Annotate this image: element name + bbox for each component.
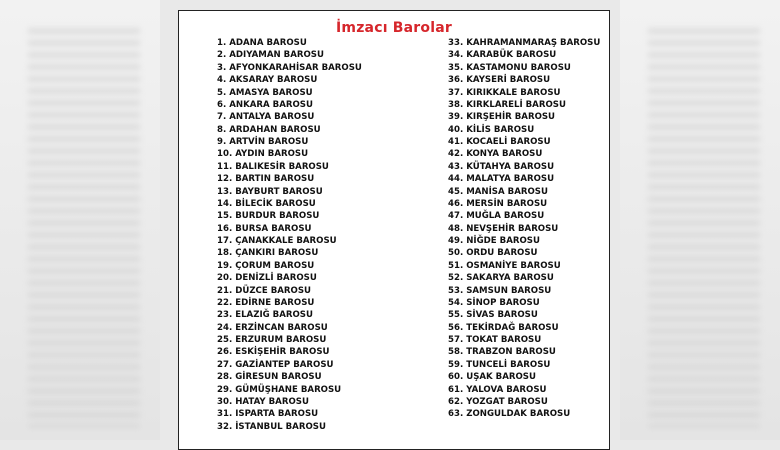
list-item: 36. KAYSERİ BAROSU	[448, 75, 551, 86]
list-item: 32. İSTANBUL BAROSU	[217, 421, 326, 432]
list-item: 46. MERSİN BAROSU	[448, 198, 548, 209]
list-item: 43. KÜTAHYA BAROSU	[448, 161, 555, 172]
list-item: 21. DÜZCE BAROSU	[217, 285, 312, 296]
list-item: 34. KARABÜK BAROSU	[448, 50, 557, 61]
list-item: 24. ERZİNCAN BAROSU	[217, 322, 328, 333]
bar-list-document	[178, 10, 610, 450]
list-item: 37. KIRIKKALE BAROSU	[448, 87, 561, 98]
list-item: 62. YOZGAT BAROSU	[448, 396, 548, 407]
list-item: 63. ZONGULDAK BAROSU	[448, 409, 571, 420]
list-column-left	[217, 37, 362, 433]
list-item: 28. GİRESUN BAROSU	[217, 372, 322, 383]
list-item: 11. BALIKESİR BAROSU	[217, 161, 329, 172]
list-item: 12. BARTIN BAROSU	[217, 174, 315, 185]
list-item: 5. AMASYA BAROSU	[217, 87, 313, 98]
blurred-text-left	[28, 28, 140, 428]
list-item: 23. ELAZIĞ BAROSU	[217, 310, 313, 321]
list-item: 26. ESKİŞEHİR BAROSU	[217, 347, 330, 358]
list-item: 31. ISPARTA BAROSU	[217, 409, 319, 420]
list-item: 9. ARTVİN BAROSU	[217, 137, 309, 147]
list-item: 14. BİLECİK BAROSU	[217, 198, 316, 209]
list-item: 35. KASTAMONU BAROSU	[448, 62, 571, 73]
list-item: 3. AFYONKARAHİSAR BAROSU	[217, 62, 362, 73]
list-item: 19. ÇORUM BAROSU	[217, 260, 315, 271]
blurred-background-right	[620, 0, 780, 440]
list-item: 47. MUĞLA BAROSU	[448, 211, 545, 222]
list-item: 56. TEKİRDAĞ BAROSU	[448, 322, 559, 333]
list-item: 44. MALATYA BAROSU	[448, 174, 555, 185]
list-item: 41. KOCAELİ BAROSU	[448, 137, 551, 147]
list-item: 39. KIRŞEHİR BAROSU	[448, 112, 556, 123]
list-item: 2. ADIYAMAN BAROSU	[217, 50, 324, 61]
list-item: 51. OSMANİYE BAROSU	[448, 260, 561, 271]
list-item: 22. EDİRNE BAROSU	[217, 297, 315, 308]
list-item: 33. KAHRAMANMARAŞ BAROSU	[448, 38, 601, 48]
list-item: 4. AKSARAY BAROSU	[217, 75, 318, 86]
list-item: 60. UŞAK BAROSU	[448, 372, 536, 383]
list-item: 29. GÜMÜŞHANE BAROSU	[217, 384, 342, 395]
list-item: 20. DENİZLİ BAROSU	[217, 273, 317, 284]
list-item: 16. BURSA BAROSU	[217, 223, 312, 234]
list-item: 30. HATAY BAROSU	[217, 396, 309, 407]
list-item: 54. SİNOP BAROSU	[448, 297, 540, 308]
list-item: 49. NİĞDE BAROSU	[448, 236, 540, 246]
blurred-text-right	[648, 28, 760, 428]
list-item: 25. ERZURUM BAROSU	[217, 335, 327, 345]
list-item: 7. ANTALYA BAROSU	[217, 112, 315, 123]
list-item: 6. ANKARA BAROSU	[217, 99, 313, 110]
list-item: 18. ÇANKIRI BAROSU	[217, 248, 319, 259]
list-item: 40. KİLİS BAROSU	[448, 124, 535, 135]
list-item: 45. MANİSA BAROSU	[448, 186, 548, 197]
list-item: 27. GAZİANTEP BAROSU	[217, 359, 334, 370]
list-item: 8. ARDAHAN BAROSU	[217, 124, 321, 135]
list-item: 48. NEVŞEHİR BAROSU	[448, 223, 559, 234]
list-item: 38. KIRKLARELİ BAROSU	[448, 99, 566, 110]
list-item: 61. YALOVA BAROSU	[448, 384, 547, 395]
list-item: 55. SİVAS BAROSU	[448, 310, 538, 321]
list-item: 13. BAYBURT BAROSU	[217, 186, 323, 197]
list-item: 58. TRABZON BAROSU	[448, 347, 556, 358]
list-item: 10. AYDIN BAROSU	[217, 149, 309, 160]
list-item: 17. ÇANAKKALE BAROSU	[217, 236, 337, 246]
blurred-background-left	[0, 0, 160, 440]
document-title: İmzacı Barolar	[336, 20, 452, 36]
list-item: 50. ORDU BAROSU	[448, 248, 538, 259]
list-item: 57. TOKAT BAROSU	[448, 335, 542, 345]
list-item: 59. TUNCELİ BAROSU	[448, 359, 551, 370]
list-item: 15. BURDUR BAROSU	[217, 211, 320, 222]
list-column-right	[448, 37, 600, 421]
list-item: 53. SAMSUN BAROSU	[448, 285, 552, 296]
list-item: 1. ADANA BAROSU	[217, 38, 307, 48]
list-item: 42. KONYA BAROSU	[448, 149, 543, 160]
list-item: 52. SAKARYA BAROSU	[448, 273, 554, 284]
